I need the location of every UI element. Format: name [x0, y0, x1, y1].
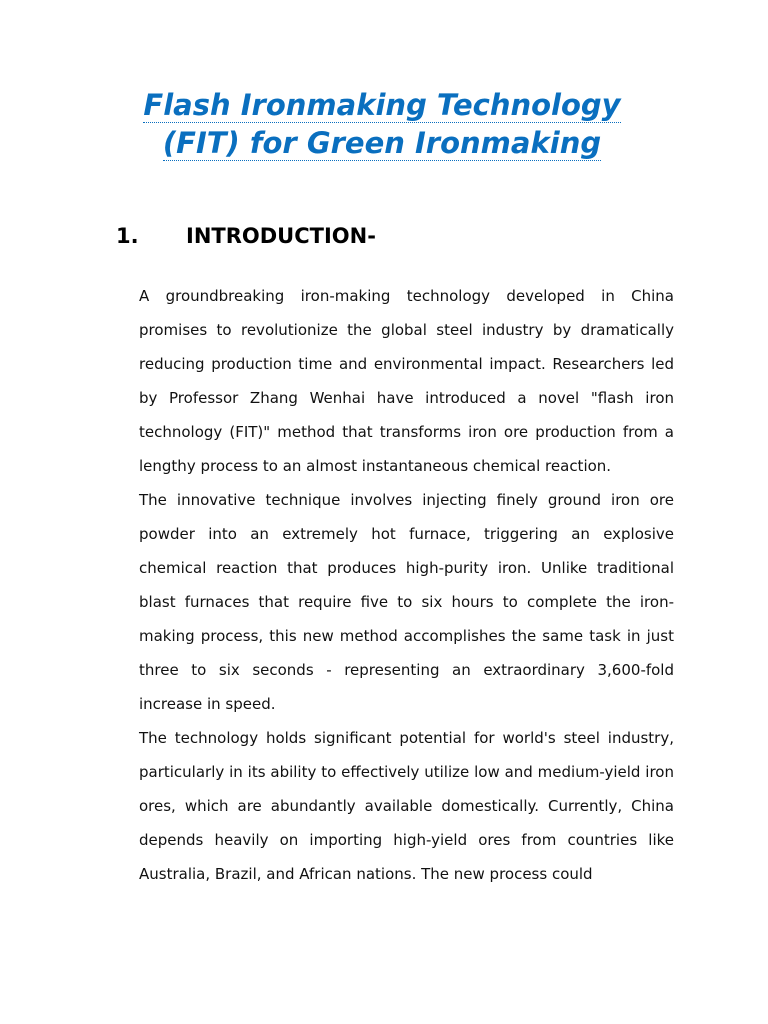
paragraph: The technology holds significant potential for world's steel industry, particularly in its ability to effectively utilize low and medium-yield iron ores, which are abundantly available domestically. Currently, China depends heavily on importing high-yield ores from countries like Australia, Brazil, and African nations. The new process could — [139, 729, 674, 883]
paragraph: The innovative technique involves injecting finely ground iron ore powder into an extremely hot furnace, triggering an explosive chemical reaction that produces high-purity iron. Unlike traditional blast furnaces that require five to six hours to complete the iron-making process, this new method accomplishes the same task in just three to six seconds - representing an extraordinary 3,600-fold increase in speed. — [139, 491, 674, 713]
paragraph: A groundbreaking iron-making technology developed in China promises to revolutionize the global steel industry by dramatically reducing production time and environmental impact. Researchers led by Professor Zhang Wenhai have introduced a novel "flash iron technology (FIT)" method that transforms iron ore production from a lengthy process to an almost instantaneous chemical reaction. — [139, 287, 674, 475]
title-line-1[interactable]: Flash Ironmaking Technology — [143, 88, 621, 122]
title-line-2[interactable]: (FIT) for Green Ironmaking — [162, 126, 602, 160]
section-heading — [116, 222, 376, 250]
section-number: 1. — [116, 224, 139, 248]
section-title: INTRODUCTION- — [186, 224, 376, 248]
body-text — [139, 279, 674, 891]
document-title — [100, 86, 664, 162]
